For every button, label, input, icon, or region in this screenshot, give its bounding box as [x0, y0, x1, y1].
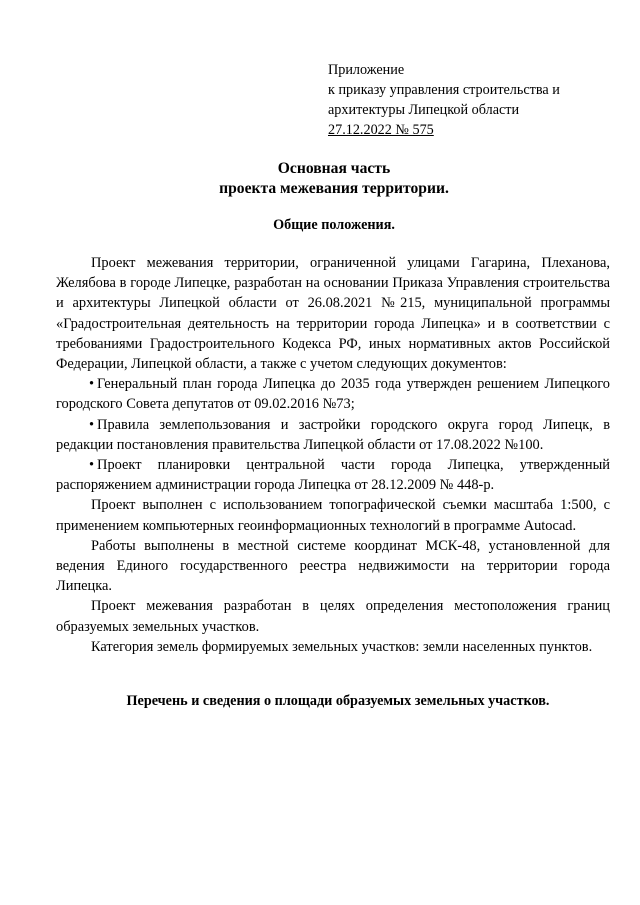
paragraph-intro: Проект межевания территории, ограниченной улицами Гагарина, Плеханова, Желябова в городе Липецке, разработан на основании Приказа Управления строительства и архитектуры Липецкой области от 26.08.2021 №215, муниципальной программы «Градостроительная деятельность на территории города Липецка» и в соответствии с требованиями Градостроительного Кодекса РФ, иных нормативных актов Российской Федерации, Липецкой области, а также с учетом следующих документов:: [56, 255, 610, 373]
paragraph-purpose: Проект межевания разработан в целях определения местоположения границ образуемых земельных участков.: [56, 598, 610, 635]
appendix-department-line: архитектуры Липецкой области: [328, 102, 520, 118]
document-body: [56, 253, 610, 657]
document-title-sub: проекта межевания территории.: [219, 180, 449, 197]
bullet-text: Генеральный план города Липецка до 2035 года утвержден решением Липецкого городского Совета депутатов от 09.02.2016 №73;: [56, 376, 610, 413]
document-title-main: Основная часть: [277, 160, 391, 177]
paragraph-coordinates: Работы выполнены в местной системе координат МСК-48, установленной для ведения Единого государственного реестра недвижимости на территории города Липецка.: [56, 537, 610, 595]
appendix-block: [328, 60, 628, 140]
paragraph-survey: Проект выполнен с использованием топографической съемки масштаба 1:500, с применением компьютерных геоинформационных технологий в программе Autocad.: [56, 497, 610, 534]
bullet-glyph: •: [89, 416, 95, 433]
appendix-label: Приложение: [328, 62, 405, 78]
bullet-text: Проект планировки центральной части города Липецка, утвержденный распоряжением администрации города Липецка от 28.12.2009 № 448-р.: [56, 457, 610, 494]
appendix-order-line: к приказу управления строительства и: [328, 82, 560, 98]
bullet-item-land-rules: [56, 415, 610, 455]
bullet-glyph: •: [89, 457, 95, 474]
bullet-item-general-plan: [56, 374, 610, 414]
bullet-text: Правила землепользования и застройки городского округа город Липецк, в редакции постановления правительства Липецкой области от 17.08.2022 №100.: [56, 416, 610, 453]
bullet-glyph: •: [89, 376, 95, 393]
section-heading-general: Общие положения.: [273, 217, 395, 233]
bullet-item-planning-project: [56, 455, 610, 495]
section-heading-land-list: Перечень и сведения о площади образуемых земельных участков.: [126, 693, 550, 709]
appendix-date-number: 27.12.2022 № 575: [328, 122, 434, 138]
paragraph-land-category: Категория земель формируемых земельных участков: земли населенных пунктов.: [91, 638, 593, 655]
